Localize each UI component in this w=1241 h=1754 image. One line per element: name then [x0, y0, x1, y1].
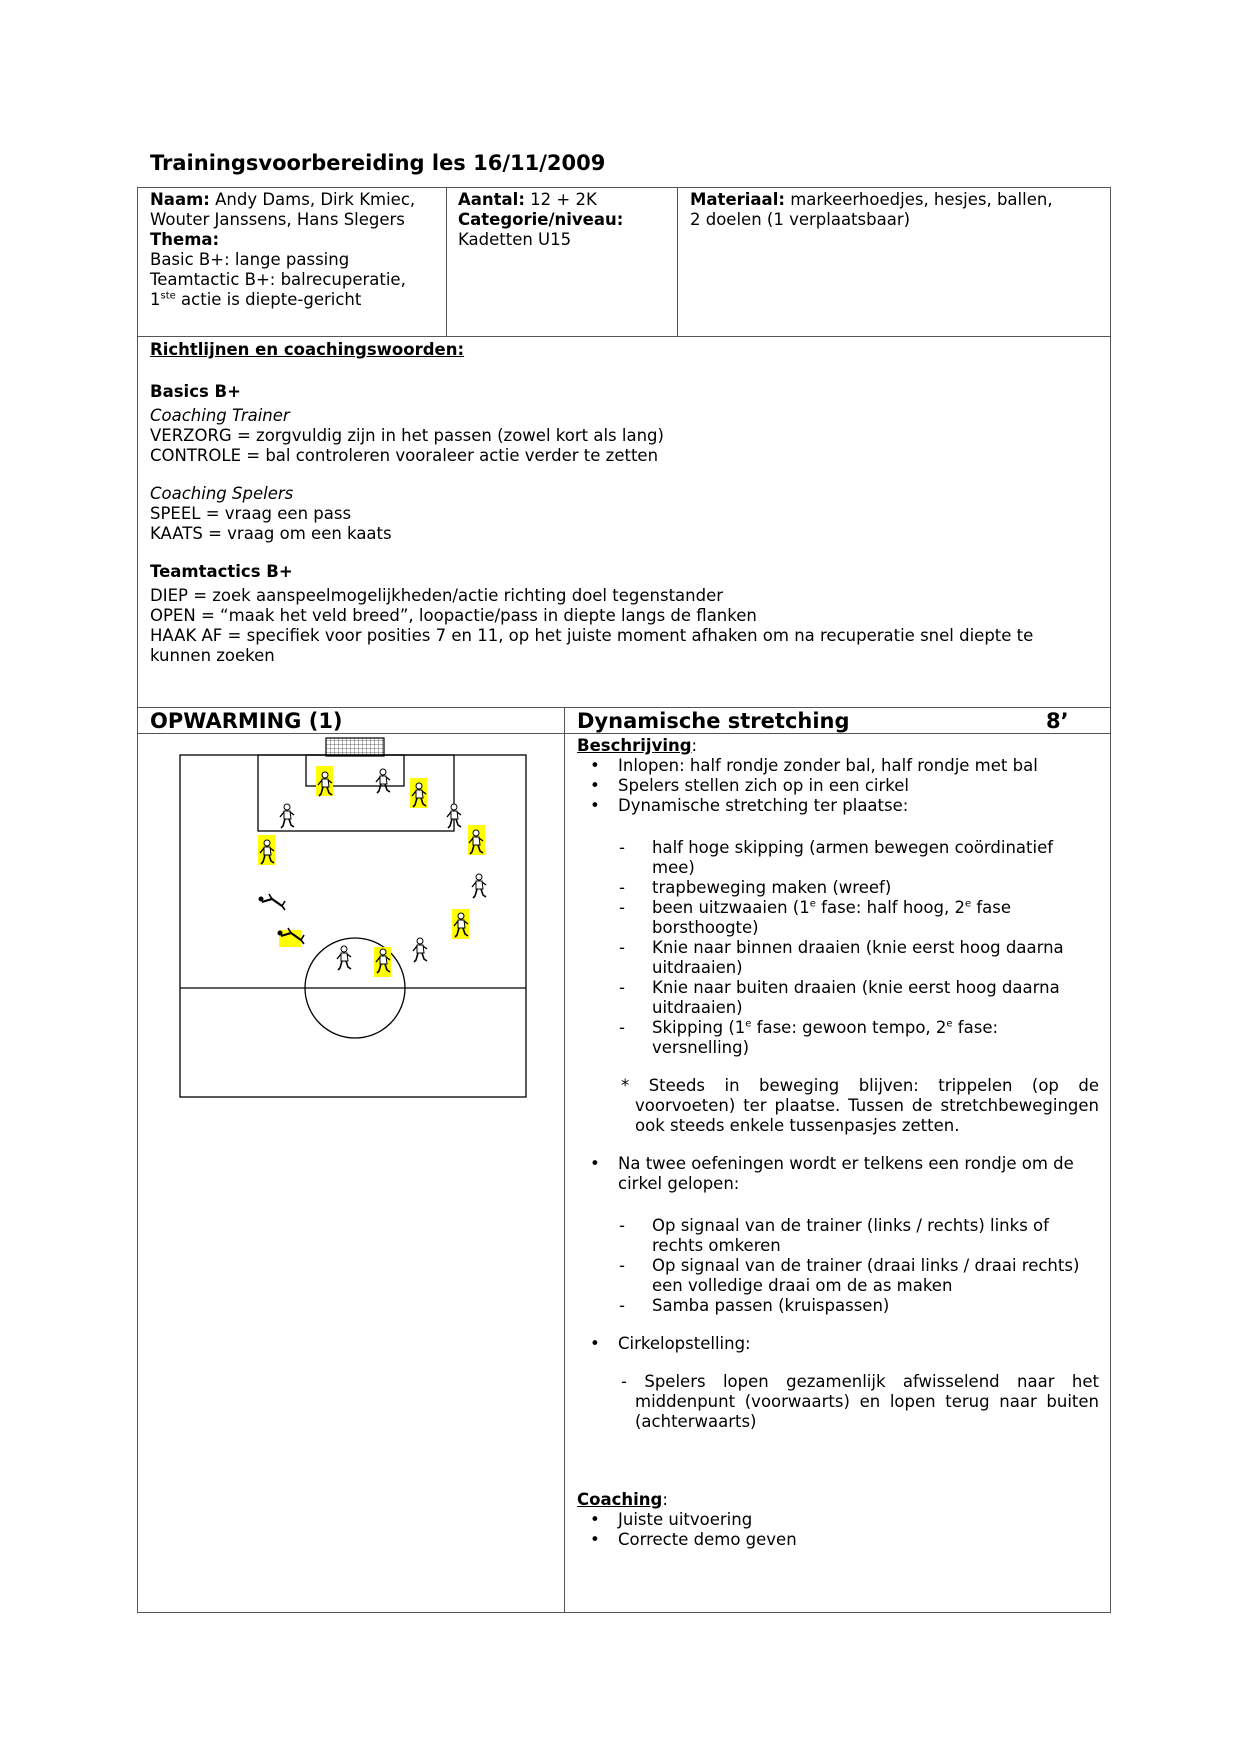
list-item: • Correcte demo geven	[577, 1530, 1099, 1550]
list-item: - Knie naar binnen draaien (knie eerst hoog daarna uitdraaien)	[577, 938, 1099, 978]
list-item: - been uitzwaaien (1e fase: half hoog, 2e fase borsthoogte)	[577, 898, 1099, 938]
names-cell	[150, 190, 440, 310]
thema-line: 1ste actie is diepte-gericht	[150, 290, 362, 309]
section-subtitle: Dynamische stretching	[577, 709, 850, 733]
aantal-label: Aantal:	[458, 190, 525, 209]
guideline-controle: CONTROLE = bal controleren vooraleer actie verder te zetten	[150, 446, 659, 465]
divider	[137, 336, 1111, 337]
list-item: - Skipping (1e fase: gewoon tempo, 2e fase: versnelling)	[577, 1018, 1099, 1058]
guidelines-heading: Richtlijnen en coachingswoorden:	[150, 340, 465, 359]
naam-value: Andy Dams, Dirk Kmiec,	[215, 190, 416, 209]
basics-title: Basics B+	[150, 382, 241, 401]
aantal-cell	[458, 190, 673, 250]
list-item: • Na twee oefeningen wordt er telkens een rondje om de cirkel gelopen:	[577, 1154, 1099, 1194]
teamtactics-title: Teamtactics B+	[150, 562, 293, 581]
list-item: - half hoge skipping (armen bewegen coördinatief mee)	[577, 838, 1099, 878]
page-title: Trainingsvoorbereiding les 16/11/2009	[150, 151, 606, 175]
categorie-label: Categorie/niveau:	[458, 210, 624, 229]
list-item: - trapbeweging maken (wreef)	[577, 878, 1099, 898]
list-item: • Dynamische stretching ter plaatse:	[577, 796, 1099, 816]
section-title: OPWARMING (1)	[150, 709, 343, 733]
guideline-haak-af: HAAK AF = specifiek voor posities 7 en 11, op het juiste moment afhaken om na recuperatie snel diepte te	[150, 626, 1034, 645]
spelers-note: - Spelers lopen gezamenlijk afwisselend naar het middenpunt (voorwaarts) en lopen terug naar buiten (achterwaarts)	[621, 1372, 1099, 1431]
guideline-kaats: KAATS = vraag om een kaats	[150, 524, 392, 543]
materiaal-label: Materiaal:	[690, 190, 785, 209]
pitch-outline	[180, 755, 526, 1097]
divider	[677, 187, 678, 337]
categorie-value: Kadetten U15	[458, 230, 572, 249]
coaching-trainer-heading: Coaching Trainer	[150, 406, 290, 425]
divider	[446, 187, 447, 337]
guideline-open: OPEN = “maak het veld breed”, loopactie/pass in diepte langs de flanken	[150, 606, 757, 625]
guideline-verzorg: VERZORG = zorgvuldig zijn in het passen (zowel kort als lang)	[150, 426, 664, 445]
guidelines-cell	[150, 340, 1105, 666]
note: * Steeds in beweging blijven: trippelen (op de voorvoeten) ter plaatse. Tussen de stretchbewegingen ook steeds enkele tussenpasjes zetten.	[621, 1076, 1099, 1135]
list-item: • Spelers stellen zich op in een cirkel	[577, 776, 1099, 796]
guideline-haak-af-2: kunnen zoeken	[150, 646, 275, 665]
list-item: - Op signaal van de trainer (draai links / draai rechts) een volledige draai om de as maken	[577, 1256, 1099, 1296]
list-item: • Inlopen: half rondje zonder bal, half rondje met bal	[577, 756, 1099, 776]
list-item: - Op signaal van de trainer (links / rechts) links of rechts omkeren	[577, 1216, 1099, 1256]
list-item: • Cirkelopstelling:	[577, 1334, 1099, 1354]
thema-label: Thema:	[150, 230, 220, 249]
pitch-diagram	[178, 736, 538, 1101]
list-item: - Samba passen (kruispassen)	[577, 1296, 1099, 1316]
thema-line: Teamtactic B+: balrecuperatie,	[150, 270, 406, 289]
naam-label: Naam:	[150, 190, 210, 209]
beschrijving-label: Beschrijving	[577, 736, 692, 755]
thema-line: Basic B+: lange passing	[150, 250, 350, 269]
goal-net	[326, 738, 384, 756]
coaching-spelers-heading: Coaching Spelers	[150, 484, 294, 503]
naam-value-2: Wouter Janssens, Hans Slegers	[150, 210, 405, 229]
materiaal-cell	[690, 190, 1105, 230]
list-item: • Juiste uitvoering	[577, 1510, 1099, 1530]
materiaal-value-2: 2 doelen (1 verplaatsbaar)	[690, 210, 911, 229]
list-item: - Knie naar buiten draaien (knie eerst hoog daarna uitdraaien)	[577, 978, 1099, 1018]
section-duration: 8’	[1046, 709, 1069, 733]
aantal-value: 12 + 2K	[524, 190, 597, 209]
guideline-diep: DIEP = zoek aanspeelmogelijkheden/actie richting doel tegenstander	[150, 586, 724, 605]
description-cell: Beschrijving: • Inlopen: half rondje zonder bal, half rondje met bal • Spelers stellen zich op in een cirkel • Dynamische stretching ter plaatse: - half hoge skipping (armen bewegen coördinatief mee) - trapbeweging maken (wreef) - been uitzwaaien (1e fase: half hoog, 2e fase borsthoogte) - Knie naar binnen draaien (knie eerst hoog daarna uitdraaien) - Knie naar buiten draaien (knie eerst hoog daarna uitdraaien) - Skipping (1e fase: gewoon tempo, 2e fase: versnelling) * Steeds in beweging blijven: trippelen (op de voorvoeten) ter plaatse. Tussen de stretchbewegingen ook steeds enkele tussenpasjes zetten. • Na twee oefeningen wordt er telkens een rondje om de cirkel gelopen: - Op signaal van de trainer (links / rechts) links of rechts omkeren - Op signaal van de trainer (draai links / draai rechts) een volledige draai om de as maken - Samba passen (kruispassen) • Cirkelopstelling: - Spelers lopen gezamenlijk afwisselend naar het middenpunt (voorwaarts) en lopen terug naar buiten (achterwaarts) Coaching: • Juiste uitvoering • Correcte demo geven	[577, 736, 1099, 1550]
divider	[564, 707, 565, 1613]
coaching-label: Coaching	[577, 1490, 663, 1509]
materiaal-value: markeerhoedjes, hesjes, ballen,	[784, 190, 1053, 209]
vests	[258, 766, 485, 977]
guideline-speel: SPEEL = vraag een pass	[150, 504, 352, 523]
goalkeeper-icons	[259, 894, 305, 944]
